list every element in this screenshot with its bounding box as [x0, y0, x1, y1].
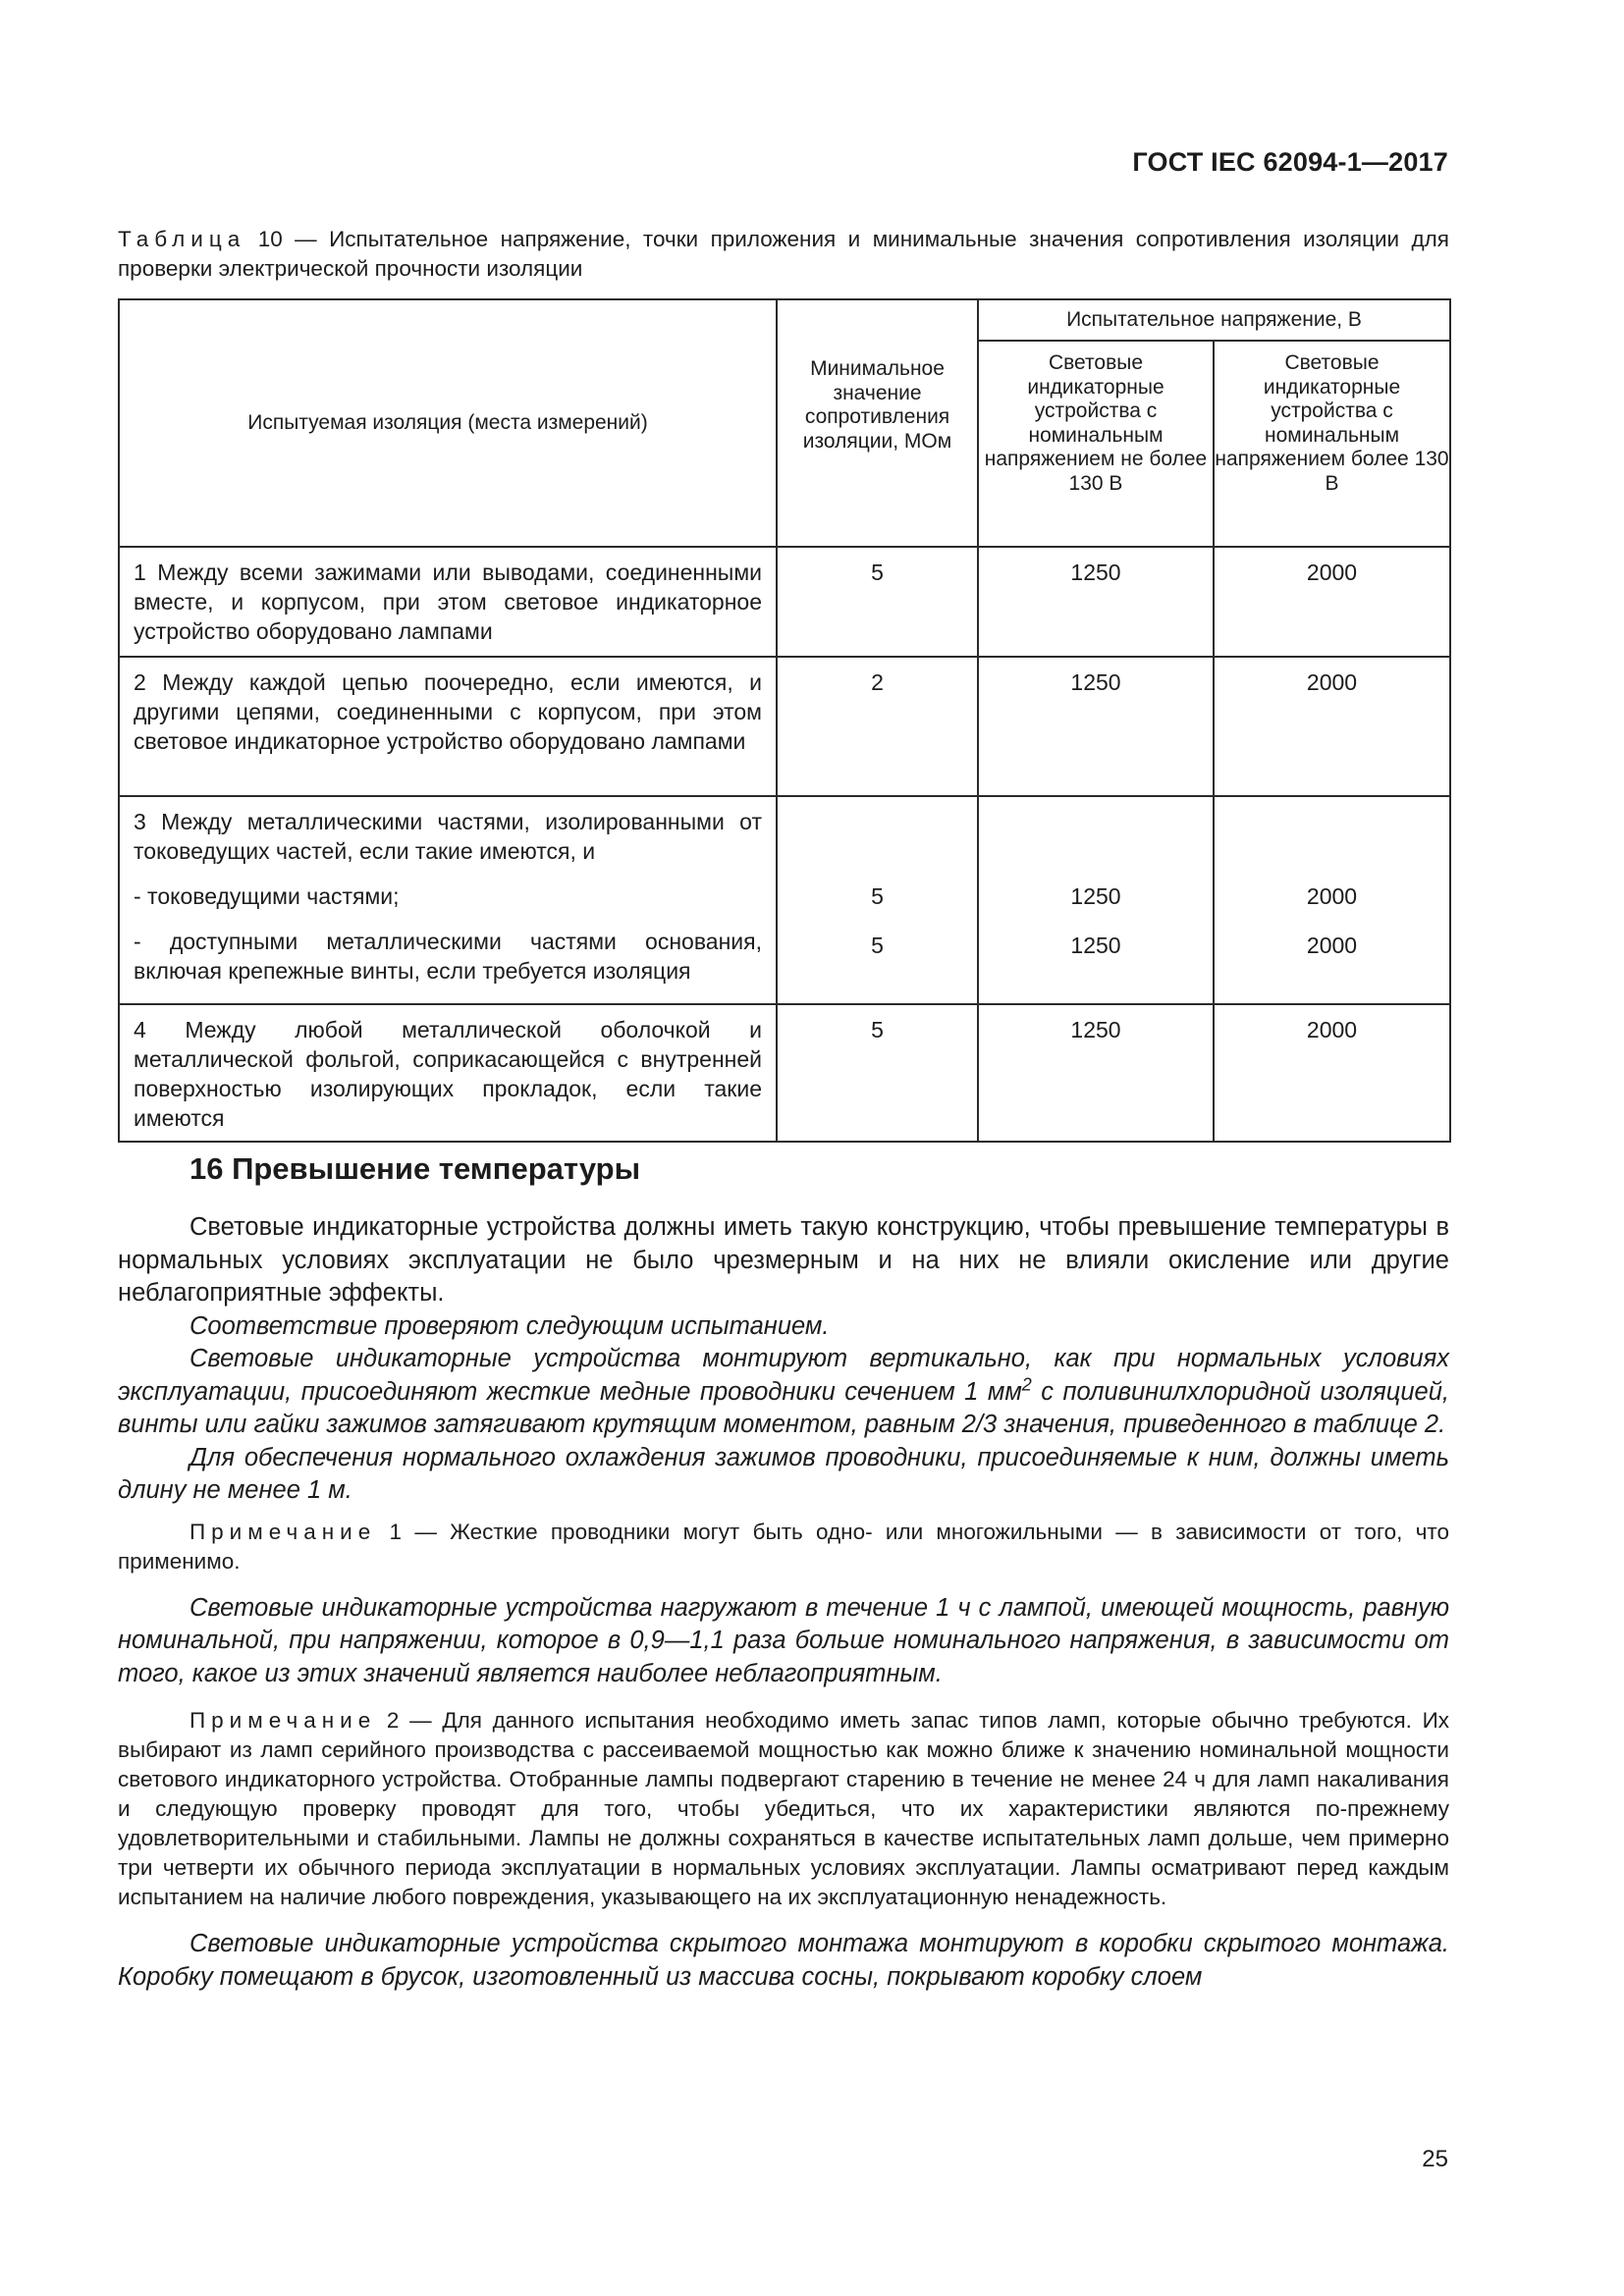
row-3-sub-1: - токоведущими частями; — [134, 883, 400, 909]
section-body — [118, 1211, 1449, 1994]
paragraph-6: Световые индикаторные устройства скрытого монтажа монтируют в коробки скрытого монтажа. Коробку помещают в брусок, изготовленный из массива сосны, покрывают коробку слоем — [118, 1930, 1449, 1991]
col-header-gt130: Световые индикаторные устройства с номинальным напряжением более 130 В — [1214, 341, 1450, 547]
row-1-voltage-gt130: 2000 — [1214, 547, 1450, 657]
paragraph-5: Световые индикаторные устройства нагружают в течение 1 ч с лампой, имеющей мощность, равную номинальной, при напряжении, которое в 0,9—1,1 раза больше номинального напряжения, в зависимости от того, какое из этих значений является наиболее неблагоприятным. — [118, 1593, 1449, 1687]
row-3-sub-2: - доступными металлическими частями основания, включая крепежные винты, если требуется изоляция — [134, 929, 762, 984]
col-header-test-voltage: Испытательное напряжение, В — [978, 299, 1450, 341]
note-1: Примечание 1 — Жесткие проводники могут быть одно- или многожильными — в зависимости от того, что применимо. — [118, 1519, 1449, 1574]
paragraph-3: Световые индикаторные устройства монтируют вертикально, как при нормальных условиях эксплуатации, присоединяют жесткие медные проводники сечением 1 $мм^2$ с поливинилхлоридной изоляцией, винты или гайки зажимов затягивают крутящим моментом, равным 2/3 значения, приведенного в таблице 2. — [118, 1345, 1449, 1438]
caption-label: Таблица — [118, 227, 246, 251]
row-1-voltage-le130: 1250 — [978, 547, 1214, 657]
row-4-resistance: 5 — [777, 1004, 978, 1142]
row-1-resistance: 5 — [777, 547, 978, 657]
insulation-test-table — [118, 298, 1451, 1143]
row-4-insulation: 4 Между любой металлической оболочкой и металлической фольгой, соприкасающейся с внутренней поверхностью изолирующих прокладок, если такие имеются — [119, 1004, 777, 1142]
page-number: 25 — [1422, 2146, 1448, 2172]
row-3-resistance: 5 5 — [777, 796, 978, 1004]
table-row — [119, 547, 1450, 657]
caption-text: 10 — Испытательное напряжение, точки приложения и минимальные значения сопротивления изоляции для проверки электрической прочности изоляции — [118, 227, 1449, 281]
note-2: Примечание 2 — Для данного испытания необходимо иметь запас типов ламп, которые обычно требуются. Их выбирают из ламп серийного производства с рассеиваемой мощностью как можно ближе к значению номинальной мощности светового индикаторного устройства. Отобранные лампы подвергают старению в течение не менее 24 ч для ламп накаливания и следующую проверку проводят для того, чтобы убедиться, что их характеристики являются по-прежнему удовлетворительными и стабильными. Лампы не должны сохраняться в качестве испытательных ламп дольше, чем примерно три четверти их обычного периода эксплуатации в нормальных условиях эксплуатации. Лампы осматривают перед каждым испытанием на наличие любого повреждения, указывающего на их эксплуатационную ненадежность. — [118, 1708, 1449, 1909]
document-header: ГОСТ IEC 62094-1—2017 — [1132, 147, 1448, 177]
paragraph-2: Соответствие проверяют следующим испытанием. — [189, 1311, 830, 1340]
section-title: 16 Превышение температуры — [189, 1151, 641, 1186]
table-row — [119, 657, 1450, 796]
row-4-voltage-gt130: 2000 — [1214, 1004, 1450, 1142]
table-row — [119, 1004, 1450, 1142]
row-1-insulation: 1 Между всеми зажимами или выводами, соединенными вместе, и корпусом, при этом световое индикаторное устройство оборудовано лампами — [119, 547, 777, 657]
col-header-le130: Световые индикаторные устройства с номинальным напряжением не более 130 В — [978, 341, 1214, 547]
row-2-insulation: 2 Между каждой цепью поочередно, если имеются, и другими цепями, соединенными с корпусом, при этом световое индикаторное устройство оборудовано лампами — [119, 657, 777, 796]
paragraph-1: Световые индикаторные устройства должны иметь такую конструкцию, чтобы превышение температуры в нормальных условиях эксплуатации не было чрезмерным и на них не влияли окисление или другие неблагоприятные эффекты. — [118, 1213, 1449, 1307]
row-3-voltage-gt130: 2000 2000 — [1214, 796, 1450, 1004]
row-2-resistance: 2 — [777, 657, 978, 796]
row-2-voltage-gt130: 2000 — [1214, 657, 1450, 796]
table-row — [119, 796, 1450, 1004]
col-header-min-resistance: Минимальное значение сопротивления изоляции, МОм — [777, 299, 978, 547]
row-3-voltage-le130: 1250 1250 — [978, 796, 1214, 1004]
col-header-insulation: Испытуемая изоляция (места измерений) — [119, 299, 777, 547]
row-2-voltage-le130: 1250 — [978, 657, 1214, 796]
table-caption — [118, 225, 1449, 284]
paragraph-4: Для обеспечения нормального охлаждения зажимов проводники, присоединяемые к ним, должны иметь длину не менее 1 м. — [118, 1443, 1449, 1504]
row-4-voltage-le130: 1250 — [978, 1004, 1214, 1142]
row-3-intro: 3 Между металлическими частями, изолированными от токоведущих частей, если такие имеются, и — [134, 809, 762, 864]
row-3-insulation — [119, 796, 777, 1004]
